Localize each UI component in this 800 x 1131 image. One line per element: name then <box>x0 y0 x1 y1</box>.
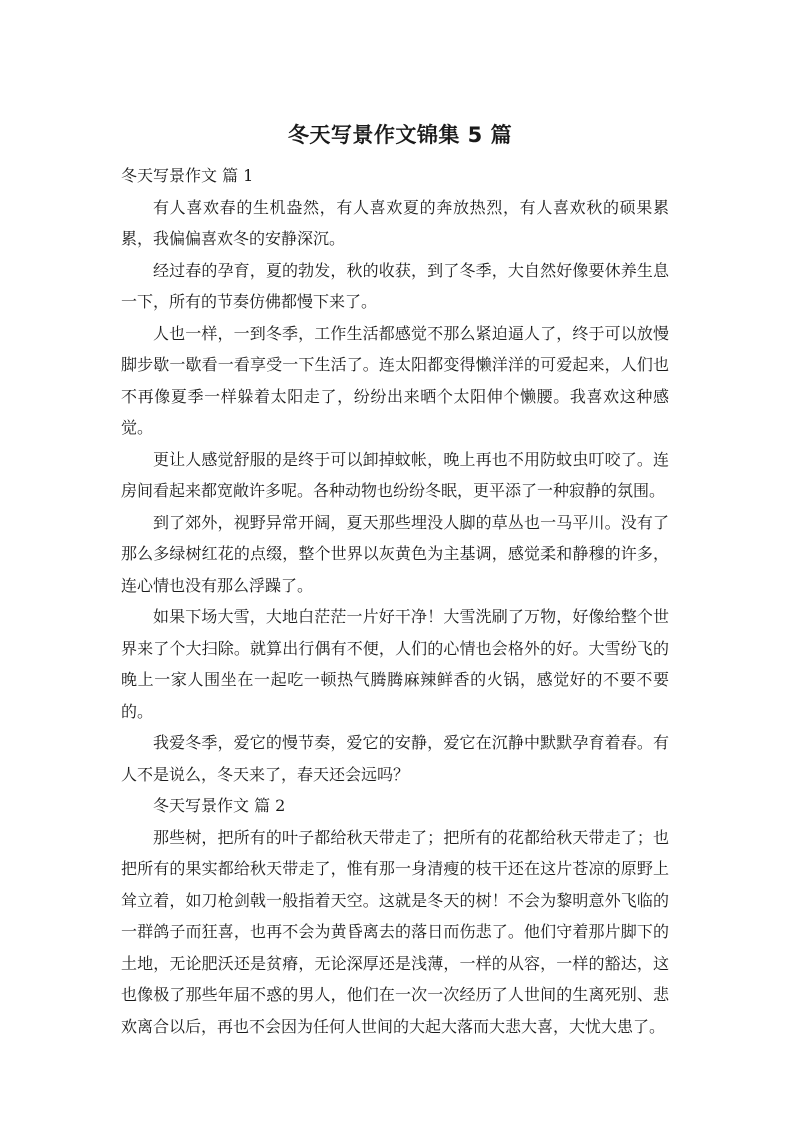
paragraph: 那些树，把所有的叶子都给秋天带走了；把所有的花都给秋天带走了；也把所有的果实都给秋天带走了，惟有那一身清瘦的枝干还在这片苍凉的原野上耸立着，如刀枪剑戟一般指着天空。这就是冬天的树！不会为黎明意外飞临的一群鸽子而狂喜，也再不会为黄昏离去的落日而伤悲了。他们守着那片脚下的土地，无论肥沃还是贫瘠，无论深厚还是浅薄，一样的从容，一样的豁达，这也像极了那些年届不惑的男人，他们在一次一次经历了人世间的生离死别、悲欢离合以后，再也不会因为任何人世间的大起大落而大悲大喜，大忧大患了。 <box>121 827 669 1036</box>
paragraph: 我爱冬季，爱它的慢节奏，爱它的安静，爱它在沉静中默默孕育着春。有人不是说么，冬天来了，春天还会远吗？ <box>121 733 669 784</box>
paragraph: 到了郊外，视野异常开阔，夏天那些埋没人脚的草丛也一马平川。没有了那么多绿树红花的点缀，整个世界以灰黄色为主基调，感觉柔和静穆的许多，连心情也没有那么浮躁了。 <box>121 512 669 595</box>
paragraph: 人也一样，一到冬季，工作生活都感觉不那么紧迫逼人了，终于可以放慢脚步歇一歇看一看享受一下生活了。连太阳都变得懒洋洋的可爱起来，人们也不再像夏季一样躲着太阳走了，纷纷出来晒个太阳伸个懒腰。我喜欢这种感觉。 <box>121 323 669 437</box>
paragraph: 更让人感觉舒服的是终于可以卸掉蚊帐，晚上再也不用防蚊虫叮咬了。连房间看起来都宽敞许多呢。各种动物也纷纷冬眠，更平添了一种寂静的氛围。 <box>121 449 669 500</box>
section-heading: 冬天写景作文 篇 2 <box>153 796 286 815</box>
document-body <box>121 160 669 1042</box>
paragraph: 经过春的孕育，夏的勃发，秋的收获，到了冬季，大自然好像要休养生息一下，所有的节奏仿佛都慢下来了。 <box>121 260 669 311</box>
paragraph: 有人喜欢春的生机盎然，有人喜欢夏的奔放热烈，有人喜欢秋的硕果累累，我偏偏喜欢冬的安静深沉。 <box>121 197 669 248</box>
paragraph: 如果下场大雪，大地白茫茫一片好干净！大雪洗刷了万物，好像给整个世界来了个大扫除。就算出行偶有不便，人们的心情也会格外的好。大雪纷飞的晚上一家人围坐在一起吃一顿热气腾腾麻辣鲜香的火锅，感觉好的不要不要的。 <box>121 607 669 721</box>
document-title: 冬天写景作文锦集 5 篇 <box>287 123 513 147</box>
section-heading: 冬天写景作文 篇 1 <box>121 166 254 185</box>
